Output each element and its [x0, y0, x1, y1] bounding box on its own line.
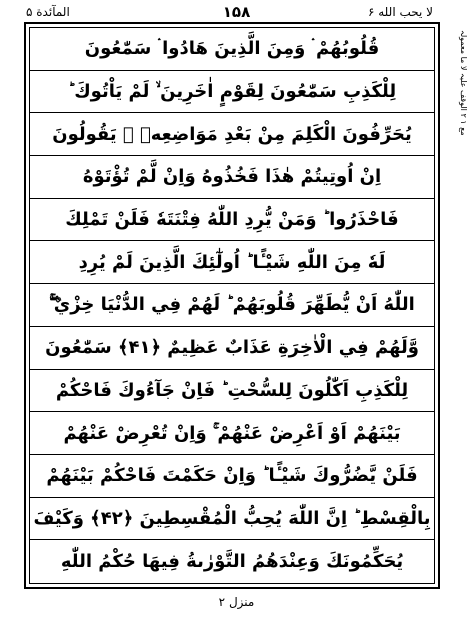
text-line-10: بَيْنَهُمْ اَوْ اَعْرِضْ عَنْهُمْ ۚ وَاِنْ تُعْرِضْ عَنْهُمْ: [30, 412, 434, 455]
text-lines-container: [29, 27, 435, 584]
page-number: ۱۵۸: [222, 3, 251, 21]
text-line-13: يُحَكِّمُونَكَ وَعِنْدَهُمُ التَّوْرٰىةُ فِيهَا حُكْمُ اللّٰهِ: [60, 551, 404, 573]
text-line-11: فَلَنْ يَّضُرُّوكَ شَيْـًٔا ؕ وَاِنْ حَكَمْتَ فَاحْكُمْ بَيْنَهُمْ: [30, 455, 434, 498]
text-line-3: يُحَرِّفُونَ الْكَلِمَ مِنْ بَعْدِ مَوَاضِعِهٖ ۚ يَقُولُونَ: [30, 113, 434, 156]
margin-note: مع ۱ ۲ الوقف علیہ لا ما معمولہ: [459, 30, 468, 136]
text-line-7: اللّٰهُ اَنْ يُّطَهِّرَ قُلُوبَهُمْ ؕ لَهُمْ فِي الدُّنْيَا خِزْيٌ ۖۚ: [30, 284, 434, 327]
text-line-4: اِنْ اُوتِيتُمْ هٰذَا فَخُذُوهُ وَاِنْ لَّمْ تُؤْتَوْهُ: [30, 156, 434, 199]
text-line-6: لَهٗ مِنَ اللّٰهِ شَيْـًٔا ؕ اُولٰٓئِكَ الَّذِينَ لَمْ يُرِدِ: [30, 241, 434, 284]
surah-name-header: المآئدة ۵: [26, 5, 70, 19]
text-line-8: وَّلَهُمْ فِي الْاٰخِرَةِ عَذَابٌ عَظِيمٌ ﴿۴۱﴾ سَمّٰعُونَ: [30, 327, 434, 370]
text-frame: [24, 22, 440, 589]
text-line-9: لِلْكَذِبِ اَكّٰلُونَ لِلسُّحْتِ ؕ فَاِنْ جَآءُوكَ فَاحْكُمْ: [30, 370, 434, 413]
text-line-5: فَاحْذَرُوا ؕ وَمَنْ يُّرِدِ اللّٰهُ فِتْنَتَهٗ فَلَنْ تَمْلِكَ: [30, 199, 434, 242]
manzil-footer: منزل ۲: [218, 595, 255, 609]
text-line-2: لِلْكَذِبِ سَمّٰعُونَ لِقَوْمٍ اٰخَرِينَ ۙ لَمْ يَاْتُوكَ ؕ: [30, 71, 434, 114]
text-line-12: بِالْقِسْطِ ؕ اِنَّ اللّٰهَ يُحِبُّ الْمُقْسِطِينَ ﴿۴۲﴾ وَكَيْفَ: [30, 498, 434, 541]
juz-name-header: لا يحب الله ۶: [367, 5, 433, 19]
text-line-1: قُلُوبُهُمْ ۛ وَمِنَ الَّذِينَ هَادُوا ۛ سَمّٰعُونَ: [30, 28, 434, 71]
